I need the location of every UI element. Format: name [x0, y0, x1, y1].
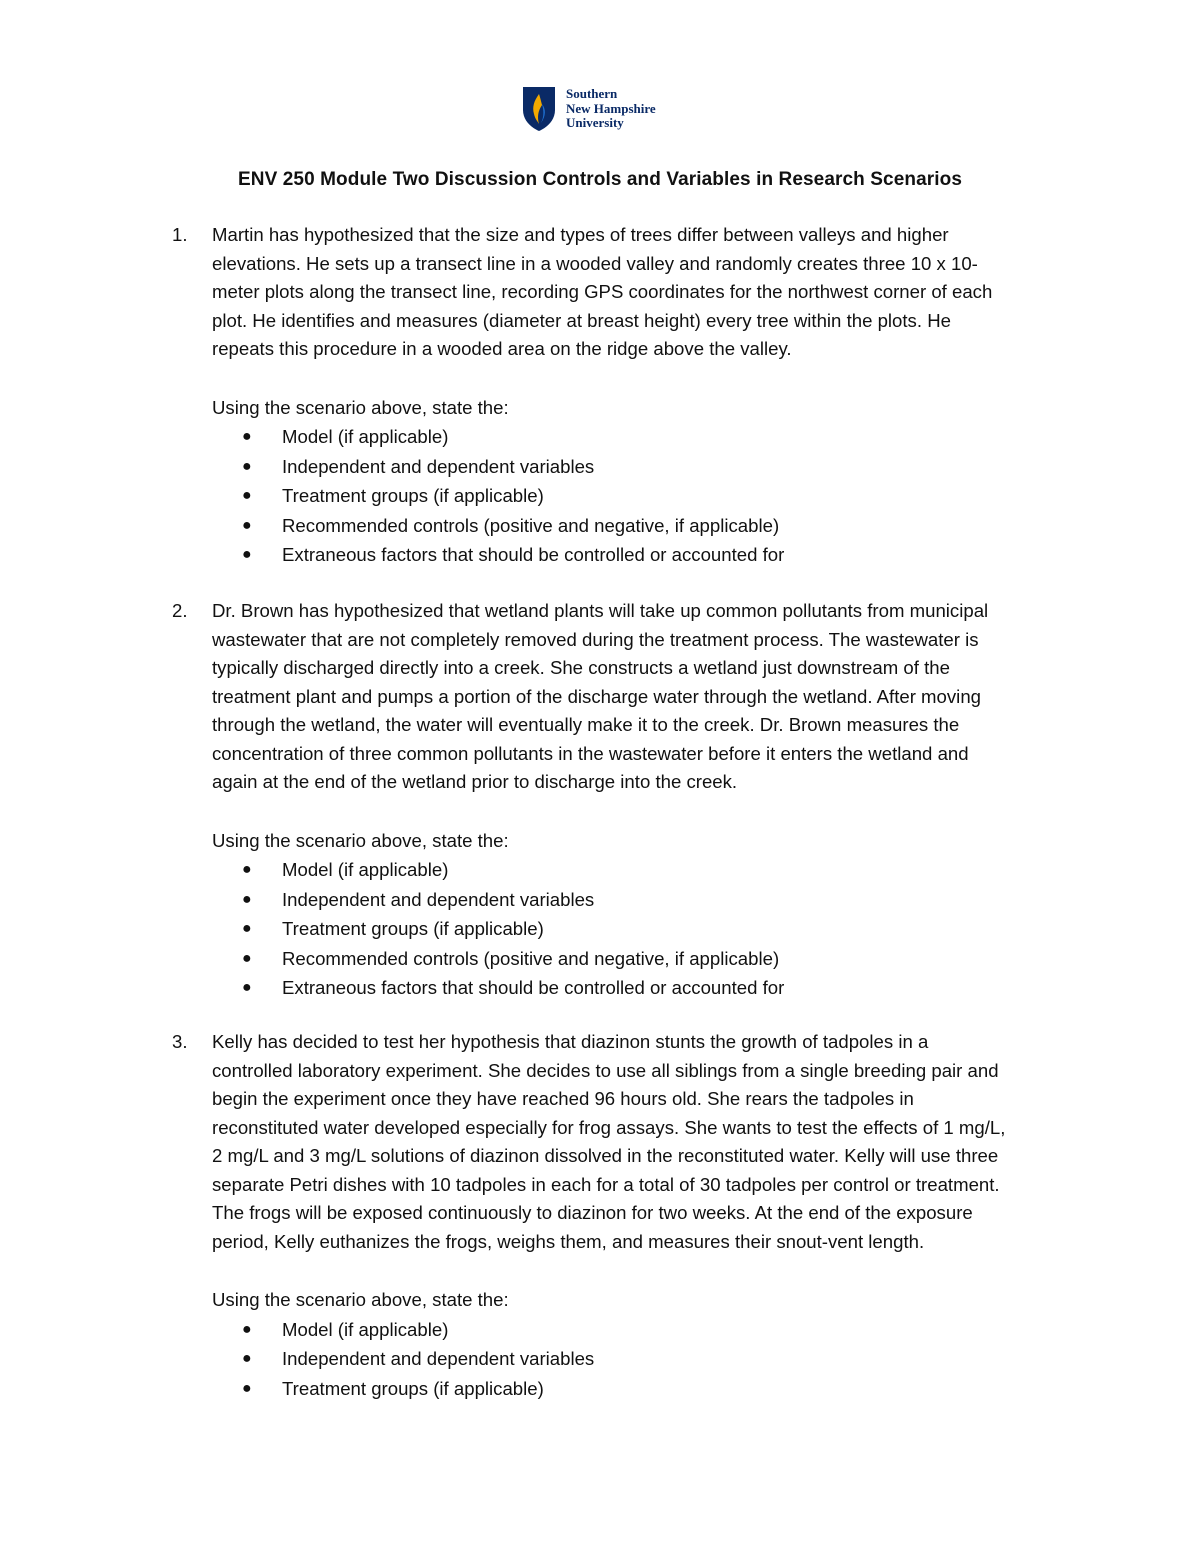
question-line: 2 mg/L and 3 mg/L solutions of diazinon dissolved in the reconstituted water. Kelly will use three — [212, 1145, 999, 1166]
question-text — [212, 221, 1072, 364]
question-2 — [172, 597, 1072, 1003]
bullet-icon: ● — [242, 457, 252, 475]
bullet-icon: ● — [242, 1350, 252, 1367]
question-line: Kelly has decided to test her hypothesis that diazinon stunts the growth of tadpoles in a — [212, 1031, 929, 1052]
question-line: period, Kelly euthanizes the frogs, weighs them, and measures their snout-vent length. — [212, 1230, 925, 1252]
logo-line-3: University — [566, 115, 624, 131]
list-item: ● Model (if applicable) — [282, 855, 1072, 885]
list-item: ● Recommended controls (positive and negative, if applicable) — [282, 511, 1072, 541]
list-item: ● Independent and dependent variables — [282, 1344, 1072, 1374]
bullet-icon: ● — [242, 920, 252, 937]
question-line: Dr. Brown has hypothesized that wetland plants will take up common pollutants from municipal — [212, 600, 989, 621]
logo-wordmark — [566, 87, 656, 131]
university-logo — [522, 86, 656, 132]
bullet-icon: ● — [242, 1379, 252, 1397]
question-number: 3. — [172, 1031, 188, 1052]
question-3 — [172, 1028, 1072, 1403]
list-item: ● Recommended controls (positive and negative, if applicable) — [282, 944, 1072, 974]
bullet-icon: ● — [242, 516, 252, 534]
question-text — [212, 597, 1072, 797]
snhu-shield-icon — [522, 86, 556, 132]
question-line: repeats this procedure in a wooded area on the ridge above the valley. — [212, 338, 792, 359]
question-line: separate Petri dishes with 10 tadpoles in each for a total of 30 tadpoles per control or treatment. — [212, 1173, 1000, 1195]
bullet-icon: ● — [242, 890, 252, 908]
question-line: controlled laboratory experiment. She decides to use all siblings from a single breeding pair and — [212, 1059, 999, 1081]
answer-item-list — [172, 855, 1072, 1003]
list-item: ● Model (if applicable) — [282, 422, 1072, 452]
bullet-icon: ● — [242, 979, 252, 996]
bullet-icon: ● — [242, 487, 252, 504]
bullet-icon: ● — [242, 1320, 252, 1338]
list-item: ● Model (if applicable) — [282, 1315, 1072, 1345]
question-line: through the wetland, the water will eventually make it to the creek. Dr. Brown measures the — [212, 714, 960, 735]
question-line: elevations. He sets up a transect line in a wooded valley and randomly creates three 10 x 10- — [212, 252, 978, 274]
question-line: typically discharged directly into a creek. She constructs a wetland just downstream of the — [212, 657, 950, 678]
question-line: reconstituted water developed especially for frog assays. She wants to test the effects of 1 mg/L, — [212, 1116, 1006, 1138]
question-text — [212, 1028, 1072, 1256]
question-number: 1. — [172, 224, 188, 245]
question-number: 2. — [172, 600, 188, 621]
document-title: ENV 250 Module Two Discussion Controls and Variables in Research Scenarios — [238, 169, 962, 190]
list-item: ● Treatment groups (if applicable) — [282, 914, 1072, 944]
question-line: The frogs will be exposed continuously to diazinon for two weeks. At the end of the exposure — [212, 1202, 973, 1223]
question-line: concentration of three common pollutants in the wastewater before it enters the wetland and — [212, 742, 969, 764]
bullet-icon: ● — [242, 949, 252, 967]
question-line: wastewater that are not completely removed during the treatment process. The wastewater is — [212, 628, 979, 650]
question-prompt: Using the scenario above, state the: — [212, 1289, 509, 1310]
logo-line-1: Southern — [566, 86, 618, 102]
bullet-icon: ● — [242, 546, 252, 563]
answer-item-list — [172, 1315, 1072, 1404]
list-item: ● Independent and dependent variables — [282, 885, 1072, 915]
question-prompt: Using the scenario above, state the: — [212, 396, 509, 418]
list-item: ● Independent and dependent variables — [282, 452, 1072, 482]
bullet-icon: ● — [242, 428, 252, 445]
list-item: ● Treatment groups (if applicable) — [282, 1374, 1072, 1404]
question-prompt: Using the scenario above, state the: — [212, 829, 509, 851]
list-item: ● Extraneous factors that should be controlled or accounted for — [282, 540, 1072, 570]
question-line: treatment plant and pumps a portion of the discharge water through the wetland. After moving — [212, 685, 981, 707]
question-line: meter plots along the transect line, recording GPS coordinates for the northwest corner of each — [212, 281, 993, 302]
list-item: ● Treatment groups (if applicable) — [282, 481, 1072, 511]
question-line: Martin has hypothesized that the size and types of trees differ between valleys and higher — [212, 224, 949, 245]
bullet-icon: ● — [242, 861, 252, 878]
question-line: again at the end of the wetland prior to discharge into the creek. — [212, 771, 738, 792]
question-1 — [172, 221, 1072, 570]
question-line: plot. He identifies and measures (diameter at breast height) every tree within the plots. He — [212, 309, 951, 331]
list-item: ● Extraneous factors that should be controlled or accounted for — [282, 973, 1072, 1003]
logo-line-2: New Hampshire — [566, 100, 656, 116]
question-line: begin the experiment once they have reached 96 hours old. She rears the tadpoles in — [212, 1088, 914, 1109]
answer-item-list — [172, 422, 1072, 570]
